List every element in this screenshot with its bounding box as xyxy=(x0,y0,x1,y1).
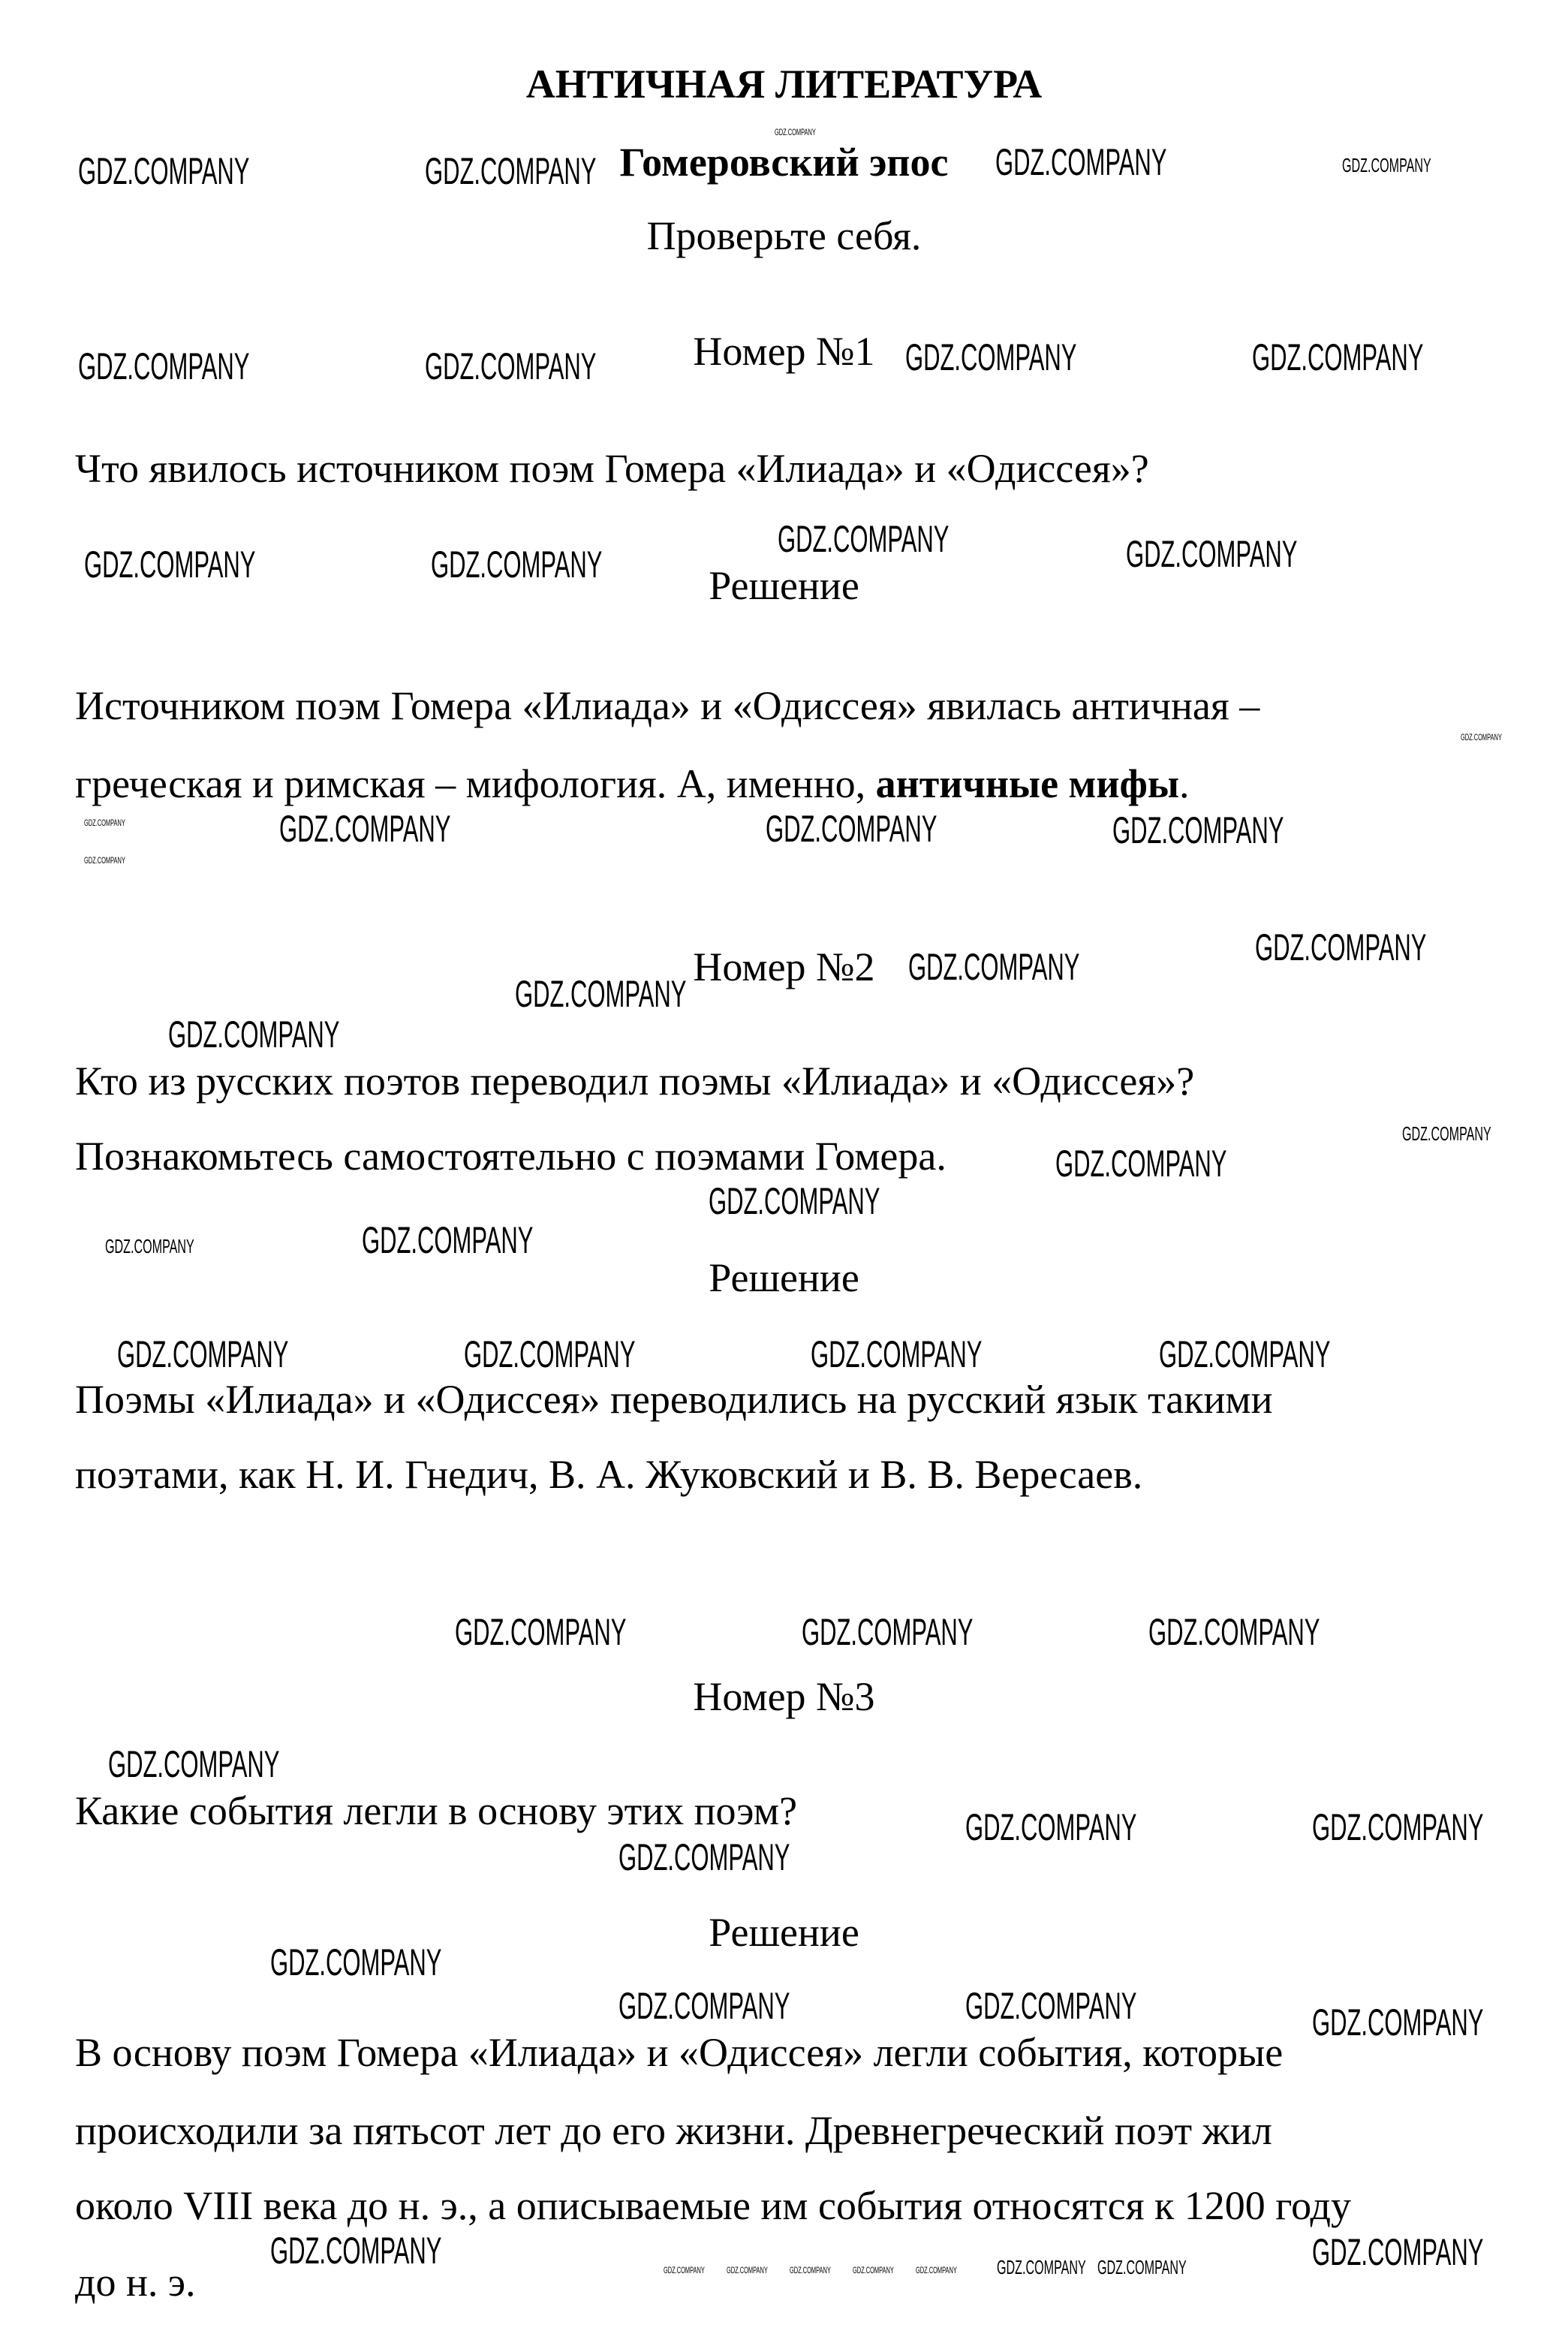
task-2-answer-line: Поэмы «Илиада» и «Одиссея» переводились на русский язык такими xyxy=(75,1377,1273,1422)
answer-text: . xyxy=(1178,761,1190,806)
task-1-question: Что явилось источником поэм Гомера «Илиада» и «Одиссея»? xyxy=(75,446,1149,491)
gdz-watermark: GDZ.COMPANY xyxy=(1055,1143,1227,1185)
task-3-answer-line: около VIII века до н. э., а описываемые им события относятся к 1200 году xyxy=(75,2183,1351,2228)
gdz-watermark: GDZ.COMPANY xyxy=(995,141,1167,183)
gdz-watermark: GDZ.COMPANY xyxy=(1126,533,1298,575)
gdz-watermark: GDZ.COMPANY xyxy=(766,808,937,850)
gdz-watermark: GDZ.COMPANY xyxy=(727,2265,768,2275)
task-3-answer-line: происходили за пятьсот лет до его жизни. Древнегреческий поэт жил xyxy=(75,2108,1272,2153)
gdz-watermark: GDZ.COMPANY xyxy=(455,1611,627,1653)
gdz-watermark: GDZ.COMPANY xyxy=(1461,732,1502,742)
gdz-watermark: GDZ.COMPANY xyxy=(84,544,256,586)
gdz-watermark: GDZ.COMPANY xyxy=(1159,1333,1331,1375)
gdz-watermark: GDZ.COMPANY xyxy=(1312,2231,1484,2273)
gdz-watermark: GDZ.COMPANY xyxy=(1312,2001,1484,2043)
gdz-watermark: GDZ.COMPANY xyxy=(1252,336,1424,378)
gdz-watermark: GDZ.COMPANY xyxy=(515,973,687,1015)
task-1-solution-label: Решение xyxy=(709,563,859,608)
gdz-watermark: GDZ.COMPANY xyxy=(270,2230,442,2272)
gdz-watermark: GDZ.COMPANY xyxy=(908,946,1080,988)
gdz-watermark: GDZ.COMPANY xyxy=(105,1235,194,1257)
gdz-watermark: GDZ.COMPANY xyxy=(1112,809,1284,851)
task-2-question: Кто из русских поэтов переводил поэмы «Илиада» и «Одиссея»? xyxy=(75,1059,1195,1104)
answer-text: греческая и римская – мифология. А, именно, xyxy=(75,761,876,806)
gdz-watermark: GDZ.COMPANY xyxy=(78,345,250,387)
task-2-answer-line: поэтами, как Н. И. Гнедич, В. А. Жуковский и В. В. Вересаев. xyxy=(75,1452,1143,1497)
gdz-watermark: GDZ.COMPANY xyxy=(84,818,125,828)
task-1-answer-line xyxy=(75,760,1189,808)
gdz-watermark: GDZ.COMPANY xyxy=(1342,154,1431,176)
task-number-3: Номер №3 xyxy=(693,1674,875,1719)
gdz-watermark: GDZ.COMPANY xyxy=(618,1985,790,2027)
gdz-watermark: GDZ.COMPANY xyxy=(802,1611,974,1653)
check-yourself-heading: Проверьте себя. xyxy=(646,213,922,258)
gdz-watermark: GDZ.COMPANY xyxy=(1097,2256,1187,2278)
gdz-watermark: GDZ.COMPANY xyxy=(905,336,1077,378)
gdz-watermark: GDZ.COMPANY xyxy=(790,2265,831,2275)
gdz-watermark: GDZ.COMPANY xyxy=(279,808,451,850)
gdz-watermark: GDZ.COMPANY xyxy=(108,1743,280,1785)
task-number-1: Номер №1 xyxy=(693,329,875,374)
task-2-solution-label: Решение xyxy=(709,1255,859,1300)
section-subtitle: Гомеровский эпос xyxy=(619,140,949,185)
gdz-watermark: GDZ.COMPANY xyxy=(916,2265,957,2275)
task-3-solution-label: Решение xyxy=(709,1910,859,1955)
task-3-answer-line: В основу поэм Гомера «Илиада» и «Одиссея» легли события, которые xyxy=(75,2030,1284,2075)
gdz-watermark: GDZ.COMPANY xyxy=(362,1219,534,1261)
gdz-watermark: GDZ.COMPANY xyxy=(965,1806,1137,1848)
gdz-watermark: GDZ.COMPANY xyxy=(1255,926,1427,968)
task-3-answer-line: до н. э. xyxy=(75,2260,196,2305)
gdz-watermark: GDZ.COMPANY xyxy=(1312,1806,1484,1848)
task-3-question: Какие события легли в основу этих поэм? xyxy=(75,1788,798,1833)
gdz-watermark: GDZ.COMPANY xyxy=(270,1941,442,1983)
gdz-watermark: GDZ.COMPANY xyxy=(464,1333,636,1375)
task-2-question: Познакомьтесь самостоятельно с поэмами Гомера. xyxy=(75,1134,947,1179)
answer-emphasis: античные мифы xyxy=(875,761,1179,806)
gdz-watermark: GDZ.COMPANY xyxy=(117,1333,289,1375)
gdz-watermark: GDZ.COMPANY xyxy=(425,345,597,387)
gdz-watermark: GDZ.COMPANY xyxy=(1148,1611,1320,1653)
gdz-watermark: GDZ.COMPANY xyxy=(618,1836,790,1878)
gdz-watermark: GDZ.COMPANY xyxy=(965,1985,1137,2027)
gdz-watermark: GDZ.COMPANY xyxy=(664,2265,705,2275)
gdz-watermark: GDZ.COMPANY xyxy=(853,2265,894,2275)
task-number-2: Номер №2 xyxy=(693,944,875,989)
gdz-watermark: GDZ.COMPANY xyxy=(425,150,597,192)
gdz-watermark: GDZ.COMPANY xyxy=(431,544,603,586)
gdz-watermark: GDZ.COMPANY xyxy=(1402,1122,1491,1145)
gdz-watermark: GDZ.COMPANY xyxy=(78,150,250,192)
gdz-watermark: GDZ.COMPANY xyxy=(709,1180,880,1222)
gdz-watermark: GDZ.COMPANY xyxy=(778,518,950,560)
task-1-answer-line: Источником поэм Гомера «Илиада» и «Одиссея» явилась античная – xyxy=(75,683,1260,728)
gdz-watermark: GDZ.COMPANY xyxy=(775,127,816,137)
gdz-watermark: GDZ.COMPANY xyxy=(84,855,125,866)
gdz-watermark: GDZ.COMPANY xyxy=(997,2256,1086,2278)
gdz-watermark: GDZ.COMPANY xyxy=(811,1333,983,1375)
page-title: АНТИЧНАЯ ЛИТЕРАТУРА xyxy=(525,62,1043,107)
gdz-watermark: GDZ.COMPANY xyxy=(168,1013,340,1056)
